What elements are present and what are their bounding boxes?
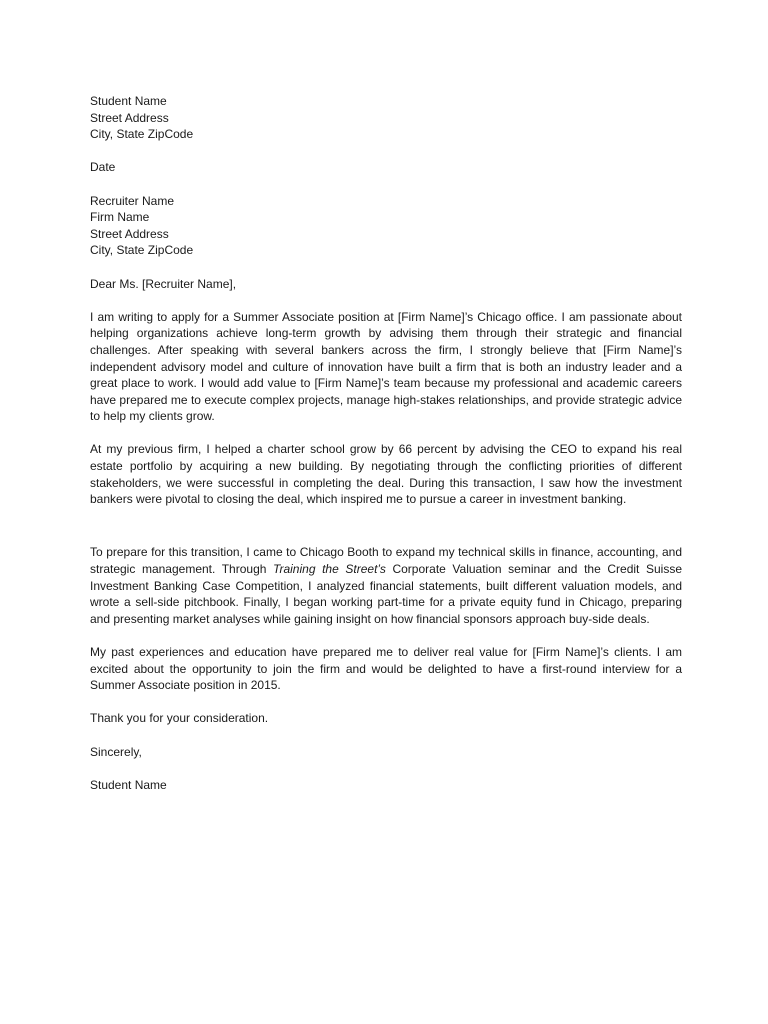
training-the-street-italic: Training the Street’s bbox=[273, 562, 386, 577]
paragraph-education-part2: Corporate Valuation seminar and the Credit Suisse Investment Banking Case Competition, I analyzed financial statements, built different valuation models, and wrote a sell-side pitchbook. Finally, I began working part-time for a private equity fund in Chicago, preparing and presenting market analyses while gaining insight on how financial sponsors approach buy-side deals. bbox=[90, 562, 683, 626]
paragraph-education-part1: To prepare for this transition, I came to Chicago Booth to expand my technical skills in finance, accounting, and strategic management. Through bbox=[90, 545, 682, 577]
letter-date: Date bbox=[90, 160, 116, 175]
recipient-city: City, State ZipCode bbox=[90, 243, 194, 258]
paragraph-value: My past experiences and education have prepared me to deliver real value for [Firm Name]’s clients. I am excited about the opportunity to join the firm and would be delighted to have a first-round interview for a Summer Associate position in 2015. bbox=[90, 645, 682, 693]
cover-letter bbox=[90, 93, 682, 793]
signature: Student Name bbox=[90, 777, 167, 792]
salutation: Dear Ms. [Recruiter Name], bbox=[90, 276, 237, 291]
recipient-name: Recruiter Name bbox=[90, 193, 175, 208]
recipient-street: Street Address bbox=[90, 226, 169, 241]
paragraph-education bbox=[90, 544, 682, 627]
paragraph-thanks: Thank you for your consideration. bbox=[90, 711, 269, 726]
sender-address bbox=[90, 93, 682, 143]
sender-name: Student Name bbox=[90, 94, 167, 108]
paragraph-experience: At my previous firm, I helped a charter school grow by 66 percent by advising the CEO to expand his real estate portfolio by acquiring a new building. By negotiating through the conflicting priorities of different stakeholders, we were successful in completing the deal. During this transaction, I saw how the investment bankers were pivotal to closing the deal, which inspired me to pursue a career in investment banking. bbox=[90, 442, 682, 507]
recipient-address bbox=[90, 193, 682, 259]
date-block bbox=[90, 159, 682, 176]
recipient-firm: Firm Name bbox=[90, 210, 150, 225]
sender-city: City, State ZipCode bbox=[90, 127, 194, 142]
closing: Sincerely, bbox=[90, 744, 142, 759]
paragraph-intro: I am writing to apply for a Summer Associate position at [Firm Name]’s Chicago office. I am passionate about helping organizations achieve long-term growth by advising them through their strategic and financial challenges. After speaking with several bankers across the firm, I strongly believe that [Firm Name]’s independent advisory model and culture of innovation have built a firm that is both an industry leader and a great place to work. I would add value to [Firm Name]’s team because my professional and academic careers have prepared me to execute complex projects, manage high-stakes relationships, and provide strategic advice to help my clients grow. bbox=[90, 309, 682, 424]
sender-street: Street Address bbox=[90, 110, 169, 125]
